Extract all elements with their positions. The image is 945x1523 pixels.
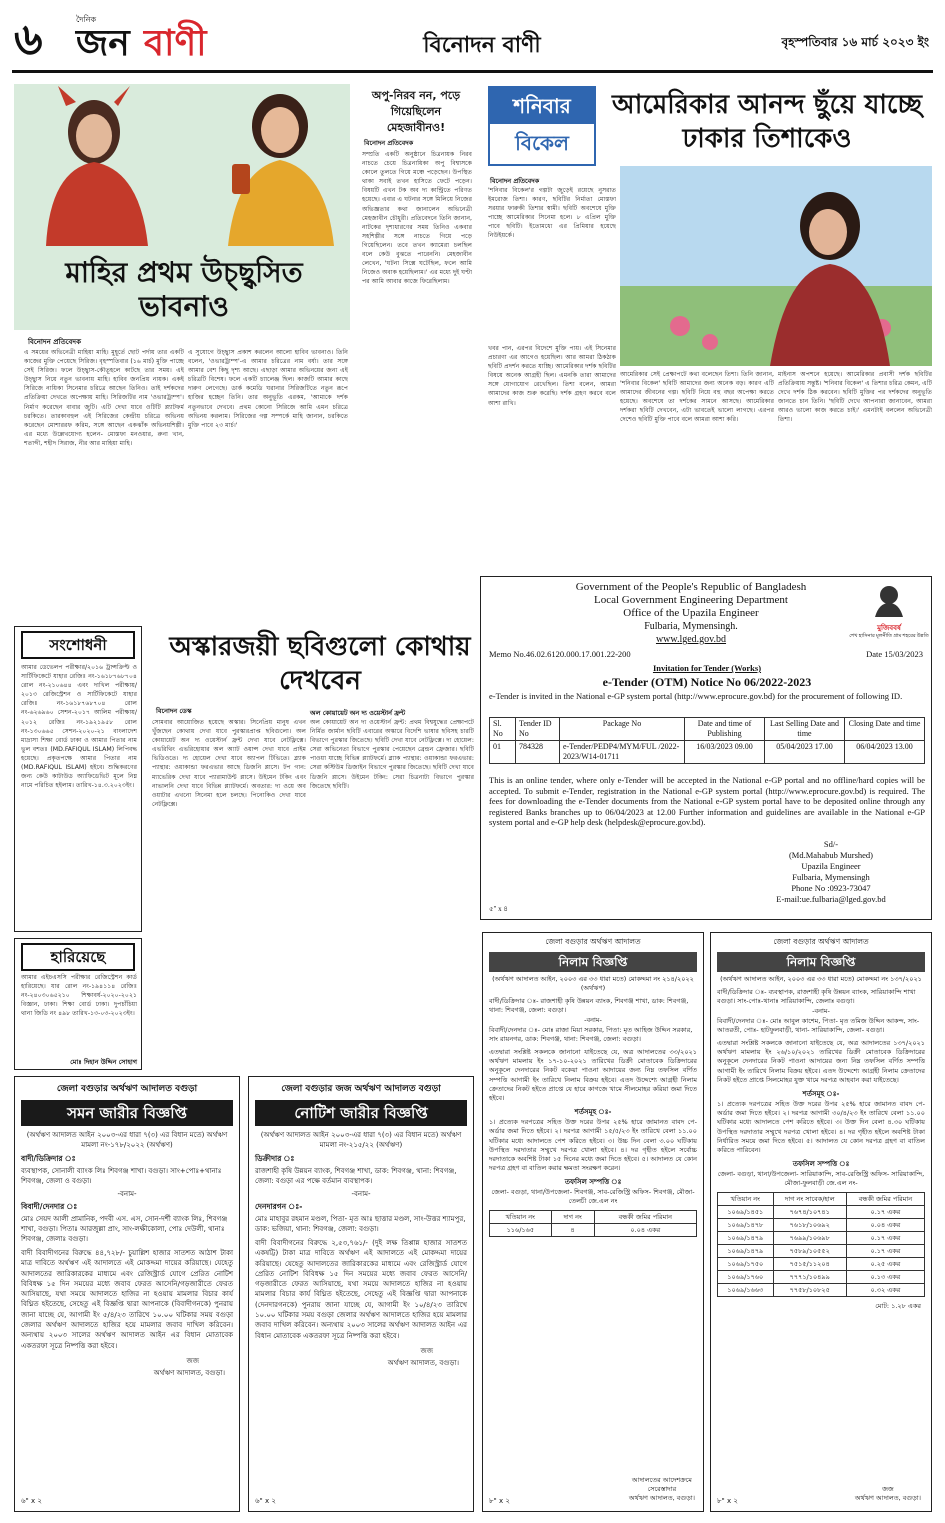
correction-title: সংশোধনী [21, 631, 135, 659]
auction2-table-cell: ১০৬৯/১৭৫০ [718, 1258, 774, 1271]
correction-notice [14, 626, 142, 932]
serving-plaintiff-label: ডিক্রীদার ঃ [255, 1154, 295, 1163]
saturday-headline: আমেরিকার আনন্দ ছুঁয়ে যাচ্ছে ঢাকার তিশাকেও [612, 90, 922, 154]
auction2-th-khatian: খতিয়ান নং [718, 1193, 774, 1206]
auction2-schedule-title: তফসিল সম্পত্তি ঃ [792, 1160, 850, 1169]
auction1-signature [629, 1476, 695, 1503]
tender-th-selling: Last Selling Date and time [765, 718, 845, 741]
auction1-title: নিলাম বিজ্ঞপ্তি [489, 952, 697, 972]
auction2-table-cell: ৭৭৫৮/১০৮২৫ [773, 1284, 846, 1297]
lost-title: হারিয়েছে [21, 943, 135, 971]
issue-date: বৃহস্পতিবার ১৬ মার্চ ২০২৩ ইং [781, 35, 929, 49]
tender-gov-line4: Fulbaria, Mymensingh. [644, 621, 738, 632]
auction2-table-cell: ০.১৭ একর [846, 1232, 924, 1245]
saturday-label [488, 86, 596, 166]
auction1-sign3: অর্থঋণ আদালত, বগুড়া। [628, 1494, 695, 1502]
badge-label-bottom: শেখ হাসিনার মূলনীতি গ্রাম শহরের উন্নতি [849, 634, 929, 639]
auction2-table-cell: ০.১৭ একর [846, 1206, 924, 1219]
auction2-signature [855, 1485, 921, 1503]
tender-td-publish: 16/03/2023 09.00 [685, 741, 765, 764]
tender-email[interactable]: E-mail:ue.fulbaria@lged.gov.bd [776, 894, 886, 904]
auction1-law: (অর্থঋণ আদালত আইন, ২০০৩ এর ৩৩ ধারা মতে) মোকদ্দমা নং ২১৪/২০২২ (অর্থঋণ) [492, 975, 694, 992]
saturday-text-top: 'শনিবার বিকেল'র গল্পটা জুড়েই রয়েছে নুসরাত ইমরোজ তিশা। কারণ, ছবিটির নির্মাতা মোস্তফা সরয়ার ফারুকী তিশার স্বামী। ছবিটি অবশেষে মুক্তি পাচ্ছে আমেরিকার সিনেমা হলে। ৮ এপ্রিল মুক্তি পাবে ছবিটি। ইতোমধ্যে এর প্রিমিয়ার হয়েছে নিউইয়র্কে। [488, 187, 616, 240]
lost-notice [14, 938, 142, 1070]
summons-judge: জজ [186, 1356, 199, 1365]
serving-defendant-label: দেনদারগন ঃ- [255, 1202, 303, 1211]
summons-size: ৬" x ২ [21, 1497, 42, 1505]
saturday-text-col3: মাইনাস অপশনে হয়েছে। আমেরিকার প্রবাসী দর্শক ছবিটির প্রতিক্রিয়ায় সন্তুষ্ট। 'শনিবার বিকেল' এ তিশার চরিত্র কেমন, এটি দেখে দর্শক ঠিক করবেন। ছবিটি মুক্তির পর দর্শকদের অনুভূতি জানতে চান তিনি। 'ছবিটি দেখে আপনারা জানাবেন, আমরা আরও ভালো কাজ করতে চাই।' এমনটাই বললেন অভিনেত্রী তিশা। [778, 371, 932, 424]
tender-td-id: 784328 [516, 741, 560, 764]
logo-brand-left: জন [76, 23, 130, 64]
auction2-total: মোট: ১.২৮ একর [875, 1302, 921, 1311]
auction2-table-cell: ০.১৭ একর [846, 1245, 924, 1258]
correction-text: আমার ডেভেলপ পরীক্ষার/২০১৬ ট্রান্সক্রিপ্ট ও সার্টিফিকেটে যাহার রেজিঃ নং-১৬১৮৭৬৮৭০৪ রোল নং-২১০৬৪৪ এবং দাখিল পরীক্ষায়/২০১৩ রেজিস্ট্রেশন ও সার্টিফিকেটে যাহার রেজিঃ নং-১৬১৮৭৬৮৭০৪ রোল নং-৬২৬৯৬০ সেশন-২০১৭ আলিম পরীক্ষায়/২০১২ রেজিঃ নং-১৯২১৯৫৮ রোল নং-১৩০৬৬৫ সেশন-২০২০-২১ বাংলাদেশ মাদ্রাসা শিক্ষা বোর্ড ঢাকা ও আমার পিতার নাম ভুল বশতঃ (MD.FAFIQUL ISLAM) লিপিবদ্ধ হয়েছে। প্রকৃতপক্ষে আমার পিতার নাম (MD.RAFIQUL ISLAM) হইবে। শুদ্ধিকরণের জন্য কেউ কাটাউড অ্যাফিডেভিট মূলে নিম্ন নামে পরিচিত হইলাম। তারিখ-১৪.৩.২০২৩ইং। [21, 664, 137, 790]
auction2-table-cell: ৭৬১৮/১০৬৯২ [773, 1219, 846, 1232]
auction1-th-dag: দাগ নং [551, 1211, 594, 1224]
summons-plaintiff-label: বাদী/ডিক্রিদার ঃ [21, 1154, 76, 1163]
oscar-text-col2: অল কোয়ায়েট অন দ্য ওয়েস্টার্ন ফ্রন্ট: প্রথম বিশ্বযুদ্ধের প্রেক্ষাপটে নির্মিত জার্মান ছবিটি এবারের অস্কারে বিদেশি ভাষার ছবিসহ চারটি বিভাগে পুরস্কার জিতেছে। ছবিটি দেখা যাবে নেটফ্লিক্সে। দ্য হোয়েল: সেরা অভিনেতা বিভাগে পুরস্কার পেয়েছেন ব্রেন্ডন ফ্রেজার। ছবিটি পাওয়া যাচ্ছে বিভিন্ন প্ল্যাটফর্মে। ব্ল্যাক প্যান্থার: ওয়াকান্ডা ফরএভার: সেরা কস্টিউম ডিজাইন বিভাগে পুরস্কার জিতেছে। ছবিটি দেখা যাবে ডিজনি প্লাসে। উইমেন টকিং: সেরা চিত্রনাট্য বিভাগে পুরস্কার জিতেছে ছবিটি। [310, 719, 474, 790]
auction2-court: জেলা বগুড়ার অর্থঋণ আদালত [773, 937, 869, 946]
serving-plaintiff: রাজশাহী কৃষি উন্নয়ন ব্যাংক, শিবগঞ্জ শাখা, ডাক: শিবগঞ্জ, থানা: শিবগঞ্জ, জেলা: বগুড়া এর পক্ষে বর্তমান ব্যবস্থাপক। [255, 1167, 457, 1185]
page-number: ৬ [14, 14, 43, 65]
tender-th-closing: Closing Date and time [845, 718, 925, 741]
auction2-th-dag: দাগ নং সাবেক/হাল [773, 1193, 846, 1206]
auction2-table-cell: ০.১৩ একর [846, 1271, 924, 1284]
tender-intro: e-Tender is invited in the National e-GP system portal (http://www.eprocure.gov.bd) for the procurement of following ID. [489, 691, 903, 701]
auction2-table-cell: ৭৫৮৯/১০৫৫২ [773, 1245, 846, 1258]
auction1-th-area: বন্ধকী জমির পরিমান [594, 1211, 696, 1224]
serving-court: জেলা বগুড়ার জজ অর্থঋণ আদালত বগুড়া [281, 1084, 441, 1094]
mahi-text-col2: এ সুযোগে উচ্ছ্বাস প্রকাশ করলেন আলো হাবিব ভাবনাও। তিনি বলেন, 'ওভারট্রাম্প'-এ আমার চরিত্রের নাম বর্ষা। তার সঙ্গে আমার বেশ কিছু দৃশ্য আছে। এছাড়া আমার অভিনয়ের জন্য এই চরিত্রটি বিশেষ। ফলে একটি চ্যালেঞ্জ ছিল। কাজটি আমার কাছে দারুণ লেগেছে। ডার্ক কমেডি ঘরানার সিরিজটিতে নতুন রূপে হাজির হচ্ছেন তিনি। তার অনুভূতি এরকম, 'আমাকে দর্শক নতুনভাবে দেখবে। প্রথম কোনো সিরিজে আমি এমন চরিত্রে অভিনয় করলাম। সিরিজের গল্প সম্পর্কে মাহি জানান, চরকিতে মুক্তি পাবে ২৩ মার্চ।' [188, 349, 348, 429]
tender-signature [741, 839, 921, 905]
mahi-byline: বিনোদন প্রতিবেদক [28, 338, 81, 346]
auction2-schedule-desc: জেলা- বগুড়া, থানা/উপজেলা- সারিয়াকান্দি, সাব-রেজিস্ট্রি অফিস- সারিয়াকান্দি, মৌজা-ফুলবাড়ী জে.এল নং- [717, 1170, 925, 1188]
tender-body: This is an online tender, where only e-Tender will be accepted in the National e-GP portal and no offline/hard copies will be accepted. To submit e-Tender, registration in the National e-GP system portal (http://www.eprocure.gov.bd) is required. The fees for downloading the e-Tender documents from the National e-GP system portal have to be deposited online through any registered Banks branches up to 06/04/2023 at 12.00 Further information and guidelines are available in the National e-GP system portal and e-GP help desk (helpdesk@eprocure.gov.bd). [489, 775, 925, 827]
summons-court: জেলা বগুড়ার অর্থঋণ আদালত বগুড়া [56, 1084, 198, 1094]
tender-td-selling: 05/04/2023 17.00 [765, 741, 845, 764]
serving-defendant: মোঃ মাহাবুর রহমান মণ্ডল, পিতা- মৃত আঃ ছাত্তার মণ্ডল, সাং-উত্তর শ্যামপুর, ডাক: ভজিয়া, থানা: শিবগঞ্জ, জেলা: বগুড়া। [255, 1215, 466, 1233]
auction2-table-cell: ১০৬৯/১৬৬৩ [718, 1284, 774, 1297]
serving-vs: -বনাম- [351, 1190, 371, 1198]
summons-plaintiff: ব্যবস্থাপক, সোনালী ব্যাংক লিঃ শিবগঞ্জ শাখা। বগুড়া। সাং+পোঃ+থানাঃ শিবগঞ্জ, জেলা ও বগুড়া। [21, 1167, 222, 1185]
photo-tisha [620, 166, 932, 366]
serving-judge: জজ [420, 1346, 433, 1355]
auction2-table-cell: ৭৬৯৯/১০৬৯৮ [773, 1232, 846, 1245]
oscar-headline: অস্কারজয়ী ছবিগুলো কোথায় দেখবেন [169, 632, 471, 696]
serving-law: (অর্থঋণ আদালত আইন ২০০৩-এর ধারা ৭(৩) এর বিধান মতে) অর্থঋণ মামলা নং-২১৫/২২ (অর্থঋণ) [260, 1131, 462, 1149]
auction1-size: ৮" x ২ [489, 1497, 510, 1505]
tender-th-publish: Date and time of Publishing [685, 718, 765, 741]
tender-notice-no: e-Tender (OTM) Notice No 06/2022-2023 [602, 675, 812, 689]
tender-officer-name: (Md.Mahabub Murshed) [788, 850, 874, 860]
apu-headline: অপু-নিরব নন, পড়ে গিয়েছিলেন মেহজাবীনও! [371, 89, 461, 134]
tender-td-package: e-Tender/PEDP4/MYM/FUL /2022- 2023/W14-01711 [560, 741, 685, 764]
auction2-table-cell: ১০৬৯/১৪৭৮ [718, 1219, 774, 1232]
auction2-table-cell: ৭৭৭১/১০৪৯৯ [773, 1271, 846, 1284]
auction2-judge: জজ [882, 1485, 894, 1493]
auction2-table-cell: ৭৫১৫/১১২০৪ [773, 1258, 846, 1271]
auction1-sign1: আদালতের আদেশক্রমে [631, 1476, 692, 1484]
portrait-icon [871, 581, 907, 617]
newspaper-logo [56, 12, 266, 68]
auction2-law: (অর্থঋণ আদালত আইন, ২০০৩ এর ৩৩ ধারা মতে) মোকদ্দমা নং ১৩৭/২০২১ [720, 975, 922, 983]
auction2-table-row [718, 1258, 925, 1271]
auction1-schedule-desc: জেলা- বগুড়া, থানা/উপজেলা- শিবগঞ্জ, সাব-রেজিস্ট্রি অফিস- শিবগঞ্জ, মৌজা- তেলচী জে.এল নং [491, 1188, 695, 1206]
mahi-text-col1: এ সময়ের অভিনেত্রী মাহিয়া মাহি। মুহূর্তে ছোট পর্দায় তার একটি কাজের মুক্তি পেয়েছে সিরিজ। বৃহস্পতিবার (১৬ মার্চ) মুক্তি পাচ্ছে সেই সিরিজ। ফলে উচ্ছ্বাস-কৌতূহলে কাটছে তার সময়। এই উচ্ছ্বাস নিয়ে নতুন ভাবনায় মাহি। হাবিব জনপ্রিয় নায়ক। একই সিরিজে নায়িকা সিনেমার চরিত্রে আছেন তিনিও। তাই দর্শকদের প্রতিক্রিয়া দেখতে অপেক্ষায় মাহি। সিরিজটির নাম 'ওভারট্রাম্প'। নির্মাণ করেছেন বাবার জুটি। এটি দেখা যাবে ওটিটি প্ল্যাটফর্ম চরকিতে। তারকাবহুল এই সিরিজের কেন্দ্রীয় চরিত্রে অভিনয় করেছেন মোশাররফ করিম, সঙ্গে আছেন একঝাঁক অভিনয়শিল্পী। এর মধ্যে উল্লেখযোগ্য হলেন- মোস্তফা মনওয়ার, রুনা খান, শতাব্দী, শহীদ সিরাজ, নীর আর মাহিয়া মাহি। [24, 349, 184, 447]
logo-brand-right: বাণী [144, 23, 207, 64]
auction2-table-row [718, 1206, 925, 1219]
tender-notice [480, 576, 932, 920]
saturday-text-col2: আমেরিকার সেই প্রেক্ষাপটে কথা বলেছেন তিশা। তিনি জানান, 'শনিবার বিকেল' ছবিটি আমাদের জন্য অনেক বড়। কারণ এটি আমাদের জীবনের গল্প। ছবিটি নিয়ে বহু বছর অপেক্ষা করতে হয়েছে। অবশেষে তা দর্শকের সামনে আসছে। আমেরিকার দর্শকরা ছবিটি দেখবেন, এটা ভাবতেই ভালো লাগছে। এরপর দেশেও ছবিটি মুক্তি পাবে বলে আমরা আশা করি। [620, 371, 774, 424]
auction2-table-row [718, 1271, 925, 1284]
saturday-byline: বিনোদন প্রতিবেদক [490, 177, 540, 185]
summons-law: (অর্থঋণ আদালত আইন ২০০৩-এর ধারা ৭(৩) এর বিধান মতে) অর্থঋণ মামলা নং-১৭৮/২০২২ (অর্থঋণ) [26, 1131, 228, 1149]
auction-notice-2 [710, 932, 932, 1512]
saturday-label-top: শনিবার [490, 88, 594, 124]
auction2-table-cell: ১০৬৯/১৪৭৯ [718, 1245, 774, 1258]
photo-actress-yellow [210, 86, 350, 246]
auction2-body: এতদ্বারা সংশ্লিষ্ট সকলকে জানানো যাইতেছে যে, অত্র আদালতের ১৩৭/২০২১ অর্থঋণ মামলায় ইং ২৬/১০/২০২১ তারিখের ডিক্রী মোতাবেক ডিক্রিদারের অনুকূলে দেনদারের নিকট পাওনা আদায়ের জন্য নিম্ন তফসিল বর্ণিত সম্পত্তি আগামী ইং তারিখে নিলাম বিক্রয় হইবে। এতদ উদ্দেশ্যে আগ্রহী নিলাম ক্রেতাদের নিকট হইতে প্রাপ্তে সিলমোহর যুক্ত খামে দরপত্র আহবান করা যাইতেছে। [717, 1039, 925, 1084]
tender-th-package: Package No [560, 718, 685, 741]
masthead-rule [12, 70, 933, 73]
tender-gov-line2: Local Government Engineering Department [594, 594, 788, 606]
auction2-table-cell: ০.২৫ একর [846, 1258, 924, 1271]
logo-daily: দৈনিক [76, 15, 97, 24]
tender-td-closing: 06/04/2023 13.00 [845, 741, 925, 764]
auction2-court-sign: অর্থঋণ আদালত, বগুড়া। [854, 1494, 921, 1502]
tender-invitation: Invitation for Tender (Works) [652, 663, 762, 673]
auction1-court: জেলা বগুড়ার অর্থঋণ আদালত [545, 937, 641, 946]
tender-size: ৫" x ৪ [489, 905, 508, 913]
saturday-text-col1: খবর পান, এরপর বিদেশে মুক্তি পায়। এই সিনেমার প্রচারণা এর আগেও হয়েছিল। আর আমরা ঠিকঠাক ছবিটি প্রদর্শন করতে যাচ্ছি। আমেরিকার দর্শক ছবিটির বিষয়ে অনেক আগ্রহী ছিল। এমনকি তারা আমাদের সঙ্গে যোগাযোগ রেখেছিল। তিশা বলেন, আমরা আমাদের কাজ শুরু করেছি। দর্শক গ্রহণ করবে বলে আশা রাখি। [488, 345, 616, 407]
tender-table-header [490, 718, 925, 741]
tender-gov-line3: Office of the Upazila Engineer [623, 607, 759, 619]
section-title: বিনোদন বাণী [423, 33, 541, 58]
auction2-table-cell: ০.০৪ একর [846, 1219, 924, 1232]
tender-gov-line1: Government of the People's Republic of Bangladesh [575, 581, 807, 593]
badge-label-top: মুজিববর্ষ [877, 624, 901, 632]
apu-text: সম্প্রতি একটি অনুষ্ঠানে চিত্রনায়ক নিরব নাচতে চেয়ে চিত্রনায়িকা অপু বিশ্বাসকে কোলে তুলতে গিয়ে মঞ্চে পড়েছেন। উপস্থিত থাকা সবাই তখন হাসিতে ফেটে পড়েন। বিষয়টি এখন টক অব দ্য কান্ট্রিতে পরিণত হয়েছে। এবার এ ঘটনার সঙ্গে মিলিয়ে নিজের অভিজ্ঞতার কথা জানালেন অভিনেত্রী মেহজাবীন চৌধুরী। প্রতিবেদনে তিনি জানান, নাটকের দৃশ্যধারণের সময় তিনিও একবার সহশিল্পীর সঙ্গে নাচতে গিয়ে পড়ে গিয়েছিলেন। তবে তখন ক্যামেরা চলছিল বলে কেউ বুঝতে পারেননি। মেহজাবীন লেখেন, 'ঘটনা সিক্সে ঘটেছিল, ফলে আমি নিজেও অবাক হয়েছিলাম।' এর মধ্যে দুই ঘণ্টা পর আমি আবার কাজে ফিরেছিলাম। [362, 151, 472, 286]
auction1-terms: ১। প্রত্যেক দরপত্রের সহিত উক্ত দরের উপর ২৫% হারে জামানত বাবদ পে-অর্ডার জমা দিতে হইবে। ২। দরপত্র আগামী ১৫/৫/২৩ ইং তারিখে বেলা ১১.০০ ঘটিকার মধ্যে আদালতে পেশ করিতে হইবে। ৩। উচ্চ দিন বেলা ৩.০০ ঘটিকায় উপস্থিত দরদাতার সম্মুখে দরপত্র খোলা হইবে। ৪। দর গৃহীত হইলে সর্বোচ্চ দরদাতাকে অবশিষ্ট টাকা ১৫ দিনের মধ্যে জমা দিতে হইবে। ৫। আদালত যে কোন দরপত্র গ্রহণ বা বাতিল করার ক্ষমতা সংরক্ষণ করেন। [489, 1118, 697, 1173]
auction-notice-1 [482, 932, 704, 1512]
auction2-table-header [718, 1193, 925, 1206]
auction2-table-cell: ১০৬৯/১৪৭৯ [718, 1232, 774, 1245]
auction1-sign2: সেরেস্তাদার [647, 1485, 677, 1493]
auction1-terms-title: শর্তসমূহ ঃ- [574, 1108, 612, 1117]
oscar-byline: বিনোদন ডেস্ক [156, 707, 192, 715]
serving-title: নোটিশ জারীর বিজ্ঞপ্তি [255, 1100, 467, 1126]
summons-body: বাদী বিবাদীগনের বিরুদ্ধে ৪৪,৭২৮/- চুয়াল্লিশ হাজার সাতশত আঠাশ টাকা মাত্র দাবিতে অর্থঋণ এই আদালতে এই মোকদ্দমা দায়ের করিয়াছে। যেহেতু আদালতের জারিকারকের মাধ্যমে এবং রেজিস্ট্রার্ড যোগে প্রেরিত নোটিশ বিবিধক্ষ ১৫ দিন সময়ের মধ্যে জবাব ফেরত আসেনি/গড়জারীতে ফেরত আসিয়াছে, যথা সময়ে আদালতে হাজির না হওয়ায় মামলার বিচার কার্য বিঘ্নিত হইতেছে, সেহেতু এই বিজ্ঞপ্তি দ্বারা আপনাকে (বিবাদীগনকে) পুনরায় জানা যাচ্ছে যে, আগামী ইং ৫/৪/২৩ তারিখে ১০.০০ ঘটিকার সময় বগুড়া জেলার অর্থঋণ আদালতে হাজির হয়ে মামলার জবাব দাখিল করিবেন। অন্যথায় ২০০৩ সালের অর্থঋণ আদালত আইন এর বিধান মোতাবেক একতরফা সূত্রে নিষ্পত্তি করা হইবে। [21, 1249, 233, 1350]
auction2-table-row [718, 1219, 925, 1232]
auction1-vs: -বনাম- [584, 1016, 602, 1024]
auction2-terms: ১। প্রত্যেক দরপত্রের সহিত উক্ত দরের উপর ২৫% হারে জামানত বাবদ পে-অর্ডার জমা দিতে হইবে। ২। দরপত্র আগামী ৩০/৪/২৩ ইং তারিখে বেলা ১১.০০ ঘটিকার মধ্যে আদালতে পেশ করিতে হইবে। ৩। উক্ত দিন বেলা ৪.৩০ ঘটিকায় উপস্থিত দরদাতার সম্মুখে দরপত্র খোলা হইবে। ৪। দর গৃহীত হইলে অবশিষ্ট টাকা নির্ধারিত সময়ে জমা দিতে হইবে। ৫। আদালত যে কোন দরপত্র গ্রহণ বা বাতিল করিতে পারিবেন। [717, 1100, 925, 1155]
auction2-table-row [718, 1232, 925, 1245]
mujib-borsho-badge [849, 581, 929, 643]
summons-notice [14, 1076, 240, 1512]
auction1-th-khatian: খতিয়ান নং [490, 1211, 552, 1224]
tender-th-sl: Sl. No [490, 718, 516, 741]
auction2-th-area: বন্ধকী জমির পরিমান [846, 1193, 924, 1206]
mahi-story-panel [14, 84, 350, 330]
tender-website-link[interactable]: www.lged.gov.bd [655, 634, 727, 645]
oscar-subhead-1: অল কোয়ায়েট অন দ্য ওয়েস্টার্ন ফ্রন্ট [310, 709, 406, 717]
auction2-title: নিলাম বিজ্ঞপ্তি [717, 952, 925, 972]
mahi-headline: মাহির প্রথম উচ্ছ্বসিত ভাবনাও [65, 256, 303, 323]
serving-notice [248, 1076, 474, 1512]
tender-gov-header [541, 581, 841, 646]
auction2-table-cell: ১০৬৯/১৭৬০ [718, 1271, 774, 1284]
tender-td-sl: 01 [490, 741, 516, 764]
tender-officer-title: Upazila Engineer [801, 861, 861, 871]
tender-table [489, 717, 925, 764]
auction2-table-cell: ১০৬৯/১৪৫১ [718, 1206, 774, 1219]
auction2-table-row [718, 1284, 925, 1297]
auction2-table [717, 1192, 925, 1297]
saturday-label-bottom: বিকেল [515, 131, 569, 155]
auction1-td-area: ০.০৪ একর [594, 1224, 696, 1237]
summons-vs: -বনাম- [117, 1190, 137, 1198]
auction2-party1: বাদী/ডিক্রিদার ঃ- ব্যবস্থাপক, রাজশাহী কৃষি উন্নয়ন ব্যাংক, সারিয়াকান্দি শাখা বগুড়া। সাং-পোঃ-থানাঃ সারিয়াকান্দি, জেলাঃ বগুড়া। [717, 988, 916, 1005]
summons-title: সমন জারীর বিজ্ঞপ্তি [21, 1100, 233, 1126]
tender-th-id: Tender ID No [516, 718, 560, 741]
lost-signature: মোঃ দিহান উদ্দিন সোহাগ [70, 1058, 137, 1066]
auction1-td-khatian: ১১৬/১৬৫ [490, 1224, 552, 1237]
tender-officer-place: Fulbaria, Mymensingh [792, 872, 870, 882]
tender-phone: Phone No :0923-73047 [791, 883, 871, 893]
auction2-size: ৮" x ২ [717, 1497, 738, 1505]
auction1-party1: বাদী/ডিক্রিদার ঃ- রাজশাহী কৃষি উন্নয়ন ব্যাংক, শিবগঞ্জ শাখা, ডাক: শিবগঞ্জ, থানা: শিবগঞ্জ, জেলা: বগুড়া। [489, 997, 689, 1014]
summons-court-sign: অর্থঋণ আদালত, বগুড়া। [153, 1368, 225, 1377]
tender-memo: Memo No.46.02.6120.000.17.001.22-200 [489, 649, 631, 659]
summons-defendant-label: বিবাদী/দেনদার ঃ [21, 1202, 78, 1211]
auction2-terms-title: শর্তসমূহ ঃ- [802, 1090, 840, 1099]
serving-court-sign: অর্থঋণ আদালত, বগুড়া। [387, 1358, 459, 1367]
photo-actress-red [26, 86, 166, 246]
masthead [12, 10, 933, 76]
auction1-table-header [490, 1211, 697, 1224]
tender-date: Date 15/03/2023 [866, 649, 923, 659]
serving-size: ৬" x ২ [255, 1497, 276, 1505]
auction1-table [489, 1210, 697, 1237]
auction1-party2: বিবাদী/দেনদার ঃ- মোঃ রাজা মিয়া সরকার, পিতা: মৃত আহিজ উদ্দিন সরকার, সাং রায়নগর, ডাক: শিবগঞ্জ, থানা: শিবগঞ্জ, জেলা: বগুড়া। [489, 1026, 693, 1043]
auction1-td-dag: ৪ [551, 1224, 594, 1237]
lost-text: আমার এইচএসসি পরীক্ষার রেজিস্ট্রেশন কার্ড হারিয়েছে। যার রোল নং-১৯৪১১৪ রেজিঃ নং-২৪০৩০৬৫২১০ শিক্ষাবর্ষ-২০২০-২০২১ বিজ্ঞান, ঢাকা। শিক্ষা বোর্ড ঢাকা। দুপচাঁচিয়া থানা জিডি নং ৪৯৮ তারিখ-১৩-০৩-২০২৩ইং। [21, 974, 137, 1018]
auction2-vs: -বনাম- [812, 1007, 830, 1015]
apu-byline: বিনোদন প্রতিবেদক [364, 139, 414, 147]
auction2-table-cell: ৭৬৭৪/১০৭৪১ [773, 1206, 846, 1219]
tender-table-row [490, 741, 925, 764]
auction1-schedule-title: তফসিল সম্পত্তি ঃ [564, 1178, 622, 1187]
auction2-table-cell: ০.৩২ একর [846, 1284, 924, 1297]
oscar-text-col1: সোমবার আয়োজিত হয়েছে অস্কার। সিনেপ্রিয় মানুষ এখন খুঁজছেন কোথায় দেখা যাবে পুরস্কারপ্রাপ্ত ছবিগুলো। অল কোয়ায়েট অন দ্য ওয়েস্টার্ন ফ্রন্ট দেখা যাবে নেটফ্লিক্সে। এভরিথিং এভরিহোয়ার অল অ্যাট ওয়ান্স দেখা যাবে প্রাইম ভিডিওতে। দ্য হোয়েল দেখা যাবে অ্যাপল টিভিতে। ব্ল্যাক প্যান্থার: ওয়াকান্ডা ফরএভার আছে ডিজনি প্লাসে। টপ গান: ম্যাভেরিক দেখা যাবে প্যারামাউন্ট প্লাসে। উইমেন টকিং এবং নাভালনি দেখা যাবে বিভিন্ন প্ল্যাটফর্মে। অবতার: দ্য ওয়ে অব ওয়াটার এখনো সিনেমা হলে চলছে। পিনোকিও দেখা যাবে নেটফ্লিক্সে। [152, 719, 306, 808]
summons-defendant: মোঃ সেয়দ আলী প্রামানিক, পদবী এস. এস, সোন-দর্শী ব্যাংক লিঃ, শিবগঞ্জ শাখা, বগুড়া। পিতাঃ আরজুল্লা প্রাং, সাং-লক্ষীকোলা, পোঃ দেউলী, থানাঃ শিবগঞ্জ, জেলাঃ বগুড়া। [21, 1215, 228, 1243]
serving-body: বাদী বিবাদীগনের বিরুদ্ধে ২,৫৩,৭৬১/- (দুই লক্ষ তিপ্পান্ন হাজার সাতশত একষট্টি) টাকা মাত্র দাবিতে অর্থঋণ এই আদালতে এই মোকদ্দমা দায়ের করিয়াছে। যেহেতু আদালতের জারিকারকের মাধ্যমে এবং রেজিস্ট্রার্ড যোগে প্রেরিত নোটিশ বিবিধক্ষ ১৫ দিন সময়ের মধ্যে জবাব ফেরত আসেনি/গড়জারীতে ফেরত আসিয়াছে, যথা সময়ে আদালতে হাজির না হওয়ায় মামলার বিচার কার্য বিঘ্নিত হইতেছে, সেহেতু এই বিজ্ঞপ্তি দ্বারা আপনাকে (দেনদারগনকে) পুনরায় জানা যাচ্ছে যে, আগামী ইং ১০/৪/২৩ তারিখে ১০.০০ ঘটিকার সময় বগুড়া জেলার অর্থঋণ আদালতে হাজির হয়ে মামলার জবাব দাখিল করিবেন। অন্যথায় ২০০৩ সালের অর্থঋণ আদালত আইন এর বিধান মোতাবেক একতরফা সূত্রে নিষ্পত্তি করা হইবে। [255, 1239, 467, 1340]
auction2-table-row [718, 1245, 925, 1258]
auction1-table-row [490, 1224, 697, 1237]
auction1-body: এতদ্বারা সংশ্লিষ্ট সকলকে জানানো যাইতেছে যে, অত্র আদালতের ৩৩/২০২১ অর্থঋণ মামলায় ইং ১৭-১০-২০২১ তারিখের ডিক্রী মোতাবেক ডিক্রিদারের অনুকূলে দেনদারের নিকট বকেয়া পাওনা আদায়ের জন্য নিম্ন তফসিল বর্ণিত সম্পত্তি আগামী ইং তারিখে নিলাম বিক্রয় হইবে। এতদ উদ্দেশ্যে আগ্রহী নিলাম ক্রেতাদের নিকট হইতে প্রাপ্তে যে হারে কাগজে খামে সীলমোহর করিয়া জমা দিতে হইবে। [489, 1048, 697, 1103]
auction2-party2: বিবাদী/দেনদার ঃ- মোঃ আবুল কাশেম, পিতা- মৃত তমিজ উদ্দিন আকন্দ, সাং- আতরতী, পোঃ- হাটফুলবাড়ী, থানা- সারিয়াকান্দি, জেলা- বগুড়া। [717, 1017, 920, 1034]
tender-sd: Sd/- [823, 839, 839, 849]
